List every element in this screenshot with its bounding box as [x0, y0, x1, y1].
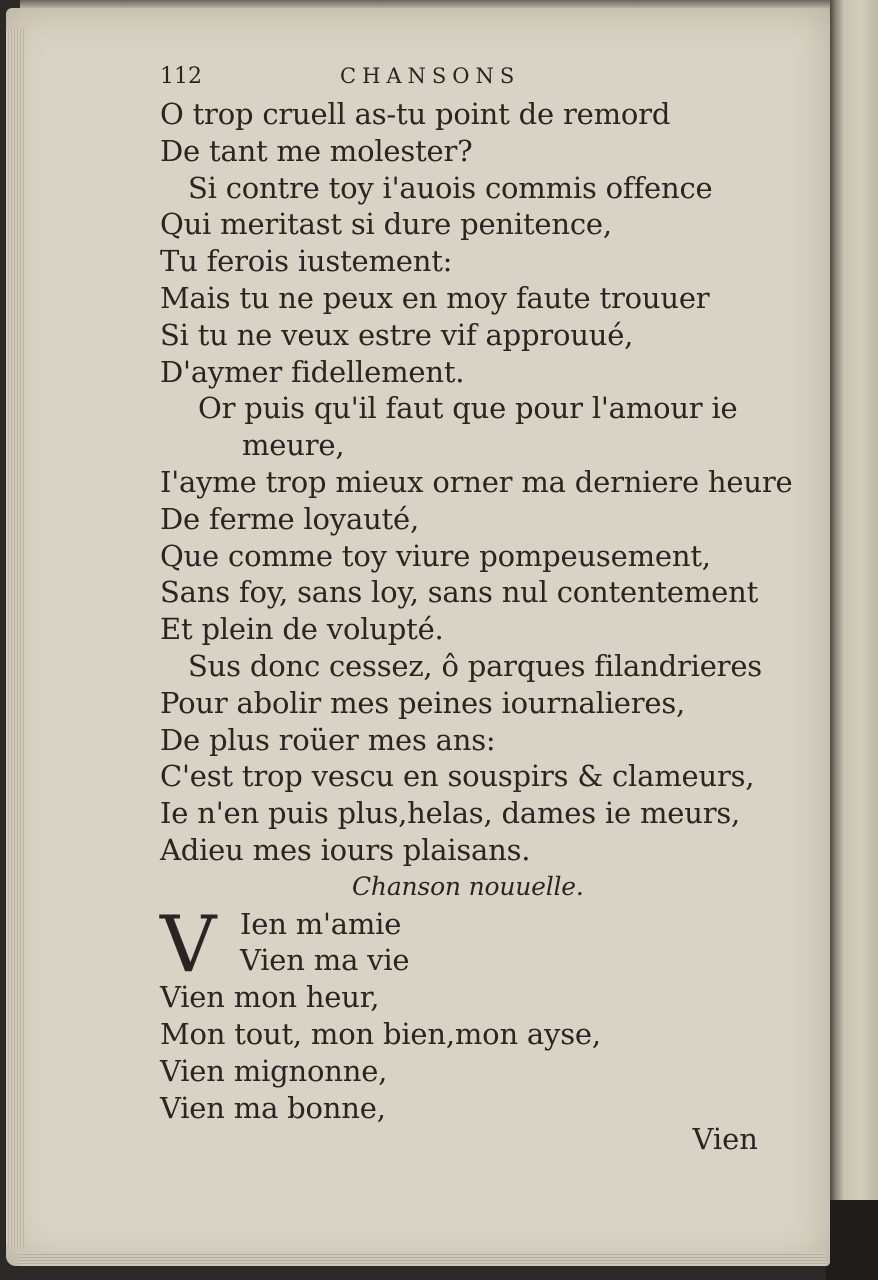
page-number: 112: [160, 64, 202, 89]
verse-line: Qui meritast si dure penitence,: [160, 207, 612, 242]
book-gutter: [830, 0, 878, 1280]
running-title: CHANSONS: [340, 64, 521, 88]
verse-line: meure,: [242, 428, 345, 463]
page-edges-left: [6, 28, 24, 1248]
verse-line: Si tu ne veux estre vif approuué,: [160, 317, 634, 352]
verse-line: Mais tu ne peux en moy faute trouuer: [160, 280, 710, 315]
verse-line: Sans foy, sans loy, sans nul contentement: [160, 575, 759, 610]
verse-line: Vien ma vie: [240, 943, 410, 978]
verse-line: Et plein de volupté.: [160, 612, 444, 647]
verse-line: D'aymer fidellement.: [160, 354, 465, 389]
verse-line: I'ayme trop mieux orner ma derniere heure: [160, 464, 793, 499]
verse-line: Tu ferois iustement:: [160, 244, 453, 279]
verse-line: Mon tout, mon bien,mon ayse,: [160, 1016, 601, 1051]
verse-line: De tant me molester?: [160, 133, 473, 168]
verse-line: Pour abolir mes peines iournalieres,: [160, 685, 686, 720]
verse-line: Si contre toy i'auois commis offence: [188, 170, 713, 205]
verse-line: Ien m'amie: [240, 906, 402, 941]
verse-line: Or puis qu'il faut que pour l'amour ie: [198, 391, 738, 426]
verse-line: Vien mon heur,: [160, 980, 380, 1015]
verse-line: De plus roüer mes ans:: [160, 722, 496, 757]
song-text: [160, 96, 793, 1126]
verse-line: Sus donc cessez, ô parques filandrieres: [188, 648, 762, 683]
dropcap-block: [160, 899, 770, 990]
verse-line: Adieu mes iours plaisans.: [160, 832, 531, 867]
catchword: Vien: [692, 1122, 758, 1156]
verse-line: Vien ma bonne,: [160, 1090, 386, 1125]
verse-line: Ie n'en puis plus,helas, dames ie meurs,: [160, 796, 741, 831]
verse-line: Vien mignonne,: [160, 1053, 388, 1088]
book-shadow: [826, 1200, 878, 1280]
song-subtitle: Chanson nouuelle.: [352, 871, 584, 901]
page-header: [160, 62, 580, 96]
verse-line: Que comme toy viure pompeusement,: [160, 538, 711, 573]
verse-line: De ferme loyauté,: [160, 501, 419, 536]
page-edges-bottom: [18, 1252, 826, 1266]
dropcap-letter: V: [160, 899, 217, 990]
verse-line: O trop cruell as-tu point de remord: [160, 97, 671, 131]
verse-line: C'est trop vescu en souspirs & clameurs,: [160, 759, 755, 794]
